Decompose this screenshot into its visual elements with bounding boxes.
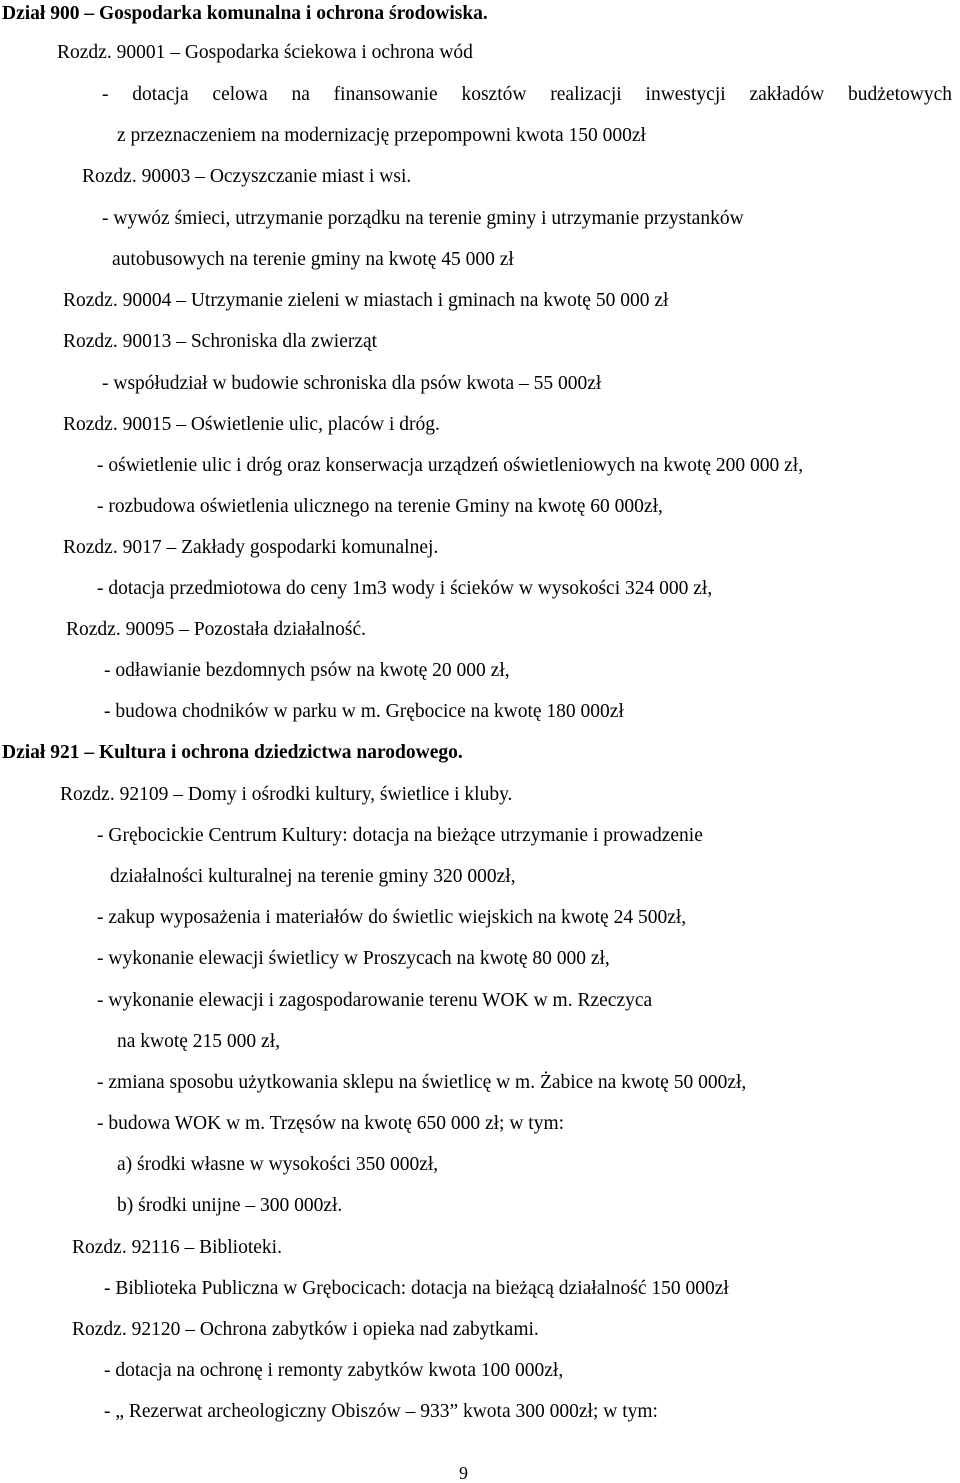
budget-item: - budowa WOK w m. Trzęsów na kwotę 650 000 zł; w tym:	[97, 1113, 565, 1134]
budget-item-continuation: z przeznaczeniem na modernizację przepompowni kwota 150 000zł	[117, 125, 646, 146]
subsection-heading: Rozdz. 90004 – Utrzymanie zieleni w miastach i gminach na kwotę 50 000 zł	[63, 290, 669, 311]
budget-item: - oświetlenie ulic i dróg oraz konserwacja urządzeń oświetleniowych na kwotę 200 000 zł,	[97, 455, 804, 476]
budget-item-continuation: działalności kulturalnej na terenie gminy 320 000zł,	[110, 866, 516, 887]
budget-item: - współudział w budowie schroniska dla psów kwota – 55 000zł	[102, 373, 602, 394]
subsection-heading: Rozdz. 92116 – Biblioteki.	[72, 1237, 282, 1258]
subsection-heading: Rozdz. 90013 – Schroniska dla zwierząt	[63, 331, 378, 352]
budget-item: - rozbudowa oświetlenia ulicznego na terenie Gminy na kwotę 60 000zł,	[97, 496, 663, 517]
budget-item-continuation: na kwotę 215 000 zł,	[117, 1031, 281, 1052]
page-number: 9	[459, 1463, 468, 1483]
budget-item: - wykonanie elewacji i zagospodarowanie terenu WOK w m. Rzeczyca	[97, 990, 653, 1011]
budget-item: - zakup wyposażenia i materiałów do świetlic wiejskich na kwotę 24 500zł,	[97, 907, 687, 928]
budget-item: - wykonanie elewacji świetlicy w Proszycach na kwotę 80 000 zł,	[97, 948, 610, 969]
subsection-heading: Rozdz. 90003 – Oczyszczanie miast i wsi.	[82, 166, 412, 187]
budget-sub-item: b) środki unijne – 300 000zł.	[117, 1195, 343, 1216]
subsection-heading: Rozdz. 9017 – Zakłady gospodarki komunalnej.	[63, 537, 439, 558]
budget-item-continuation: autobusowych na terenie gminy na kwotę 45 000 zł	[112, 249, 514, 270]
budget-sub-item: a) środki własne w wysokości 350 000zł,	[117, 1154, 439, 1175]
budget-item: - dotacja na ochronę i remonty zabytków kwota 100 000zł,	[104, 1360, 564, 1381]
subsection-heading: Rozdz. 90001 – Gospodarka ściekowa i ochrona wód	[57, 42, 473, 63]
section-heading-921: Dział 921 – Kultura i ochrona dziedzictwa narodowego.	[2, 742, 463, 763]
subsection-heading: Rozdz. 92109 – Domy i ośrodki kultury, świetlice i kluby.	[60, 784, 513, 805]
section-heading-900: Dział 900 – Gospodarka komunalna i ochrona środowiska.	[2, 3, 488, 24]
budget-item: - dotacja celowa na finansowanie kosztów realizacji inwestycji zakładów budżetowych	[102, 84, 952, 105]
subsection-heading: Rozdz. 90015 – Oświetlenie ulic, placów i dróg.	[63, 414, 440, 435]
budget-item: - wywóz śmieci, utrzymanie porządku na terenie gminy i utrzymanie przystanków	[102, 208, 744, 229]
budget-item: - zmiana sposobu użytkowania sklepu na świetlicę w m. Żabice na kwotę 50 000zł,	[97, 1072, 747, 1093]
budget-item: - Biblioteka Publiczna w Grębocicach: dotacja na bieżącą działalność 150 000zł	[104, 1278, 729, 1299]
subsection-heading: Rozdz. 90095 – Pozostała działalność.	[66, 619, 367, 640]
budget-item: - budowa chodników w parku w m. Grębocice na kwotę 180 000zł	[104, 701, 624, 722]
budget-item: - dotacja przedmiotowa do ceny 1m3 wody i ścieków w wysokości 324 000 zł,	[97, 578, 713, 599]
budget-item: - Grębocickie Centrum Kultury: dotacja na bieżące utrzymanie i prowadzenie	[97, 825, 703, 846]
subsection-heading: Rozdz. 92120 – Ochrona zabytków i opieka nad zabytkami.	[72, 1319, 539, 1340]
budget-item: - odławianie bezdomnych psów na kwotę 20 000 zł,	[104, 660, 510, 681]
budget-item: - „ Rezerwat archeologiczny Obiszów – 933” kwota 300 000zł; w tym:	[104, 1401, 658, 1422]
